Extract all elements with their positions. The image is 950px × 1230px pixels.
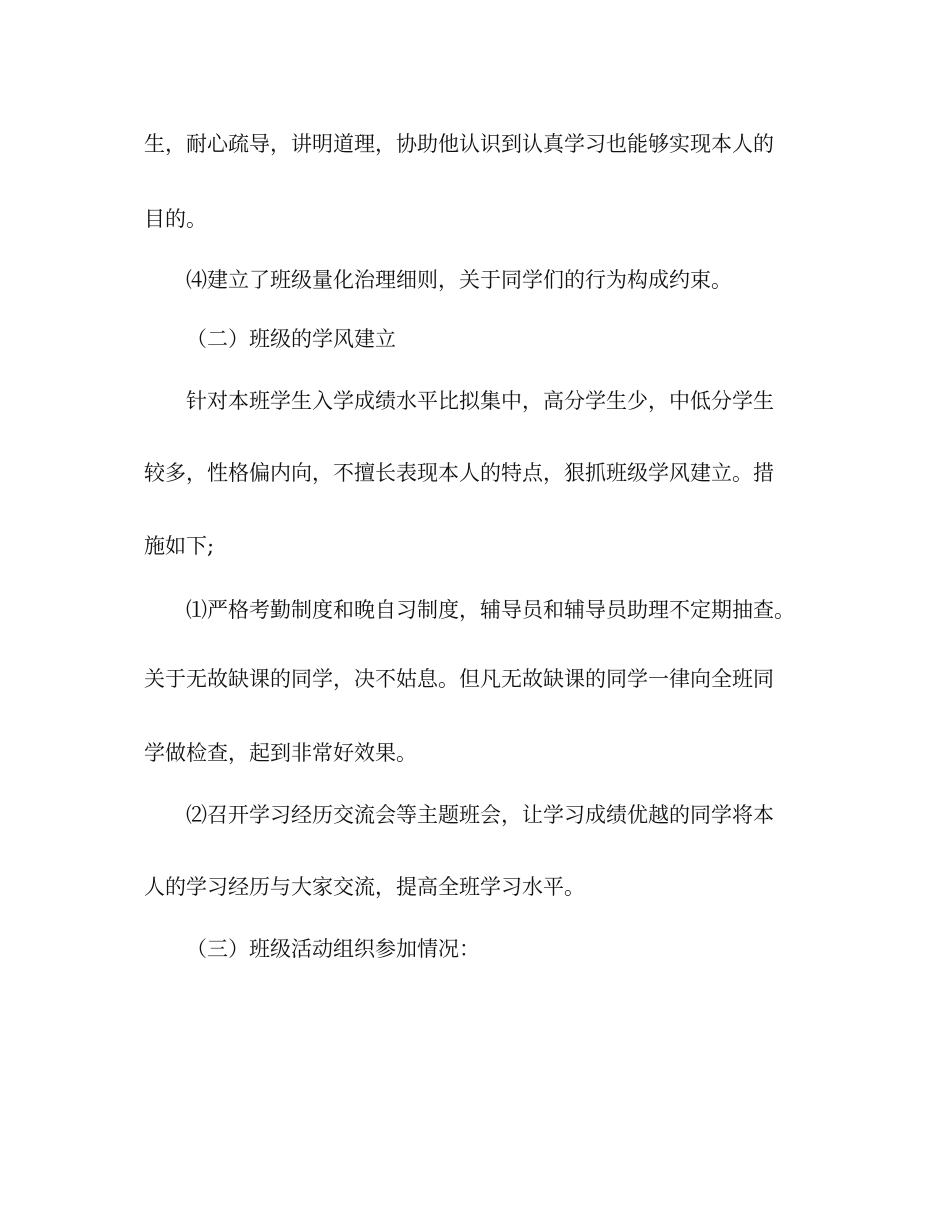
text-line: 生，耐心疏导，讲明道理，协助他认识到认真学习也能够实现本人的 <box>144 132 774 156</box>
list-item: ⑴严格考勤制度和晚自习制度，辅导员和辅导员助理不定期抽查。 <box>186 598 795 622</box>
list-item: ⑷建立了班级量化治理细则，关于同学们的行为构成约束。 <box>186 268 732 292</box>
text-line: 学做检查，起到非常好效果。 <box>144 741 417 765</box>
text-line: 目的。 <box>144 207 207 231</box>
text-line: 人的学习经历与大家交流，提高全班学习水平。 <box>144 875 585 899</box>
text-line: 关于无故缺课的同学，决不姑息。但凡无故缺课的同学一律向全班同 <box>144 667 774 691</box>
section-heading: （三）班级活动组织参加情况： <box>186 937 480 961</box>
section-heading: （二）班级的学风建立 <box>186 327 396 351</box>
text-line: 施如下; <box>144 534 215 558</box>
list-item: ⑵召开学习经历交流会等主题班会，让学习成绩优越的同学将本 <box>186 803 774 827</box>
text-line: 较多，性格偏内向，不擅长表现本人的特点，狠抓班级学风建立。措 <box>144 461 774 485</box>
text-line: 针对本班学生入学成绩水平比拟集中，高分学生少，中低分学生 <box>186 389 774 413</box>
